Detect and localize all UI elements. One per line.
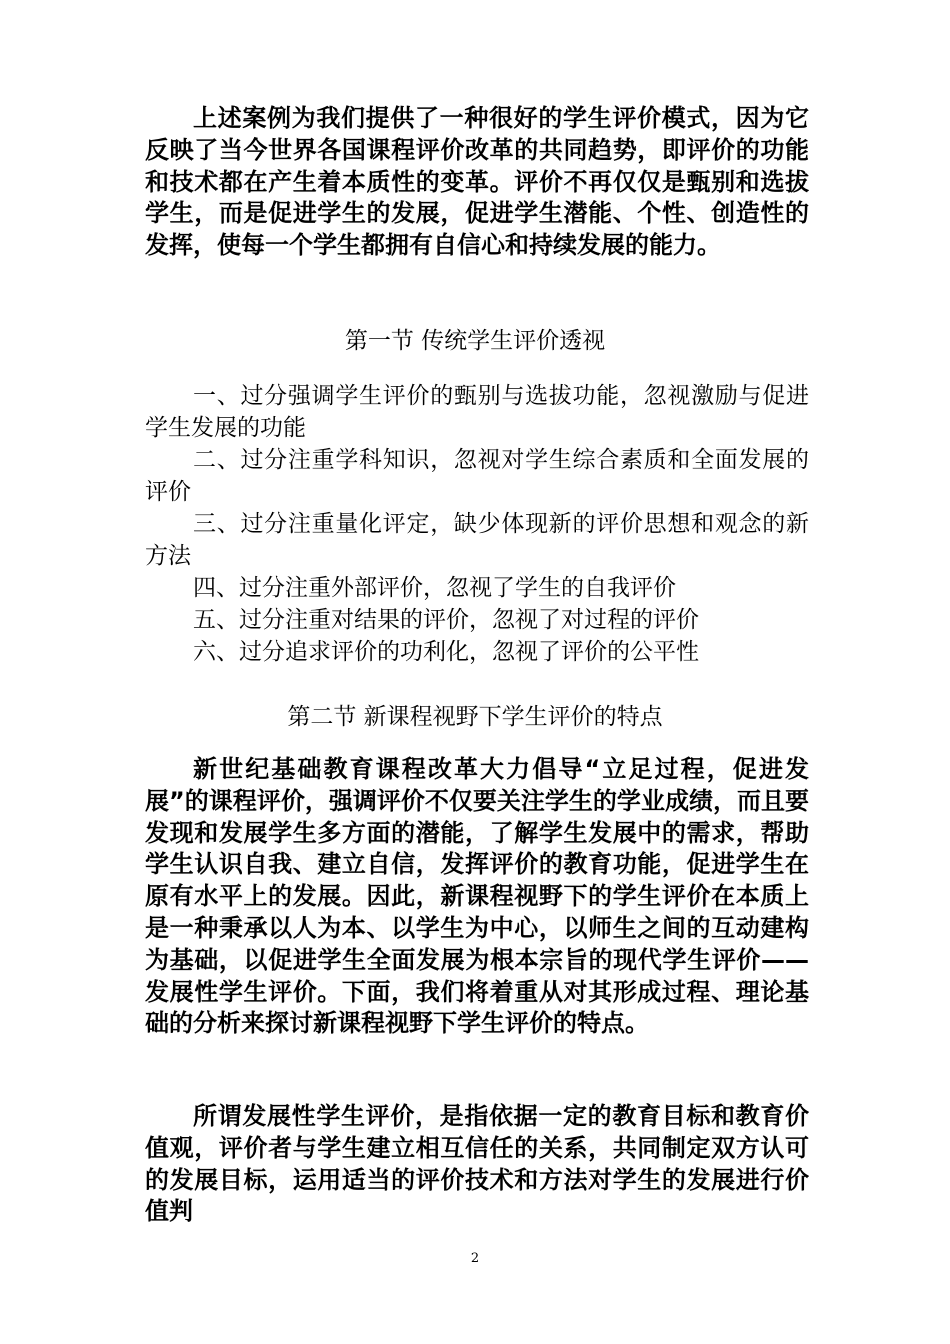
section-1-heading: 第一节 传统学生评价透视 xyxy=(344,328,606,354)
page-number: 2 xyxy=(470,1251,480,1266)
section-2-paragraph-2: 所谓发展性学生评价，是指依据一定的教育目标和教育价值观，评价者与学生建立相互信任的关系，共同制定双方认可的发展目标，运用适当的评价技术和方法对学生的发展进行价值判 xyxy=(145,1102,809,1226)
list-item: 五、过分注重对结果的评价，忽视了对过程的评价 xyxy=(193,607,699,633)
section-2-paragraph-1: 新世纪基础教育课程改革大力倡导“立足过程，促进发展”的课程评价，强调评价不仅要关注学生的学业成绩，而且要发现和发展学生多方面的潜能，了解学生发展中的需求，帮助学生认识自我、建立自信，发挥评价的教育功能，促进学生在原有水平上的发展。因此，新课程视野下的学生评价在本质上是一种秉承以人为本、以学生为中心，以师生之间的互动建构为基础，以促进学生全面发展为根本宗旨的现代学生评价——发展性学生评价。下面，我们将着重从对其形成过程、理论基础的分析来探讨新课程视野下学生评价的特点。 xyxy=(145,755,809,1038)
section-1-list xyxy=(145,380,809,668)
list-item: 三、过分注重量化评定，缺少体现新的评价思想和观念的新方法 xyxy=(145,511,809,569)
list-item: 一、过分强调学生评价的甄别与选拔功能，忽视激励与促进学生发展的功能 xyxy=(145,383,809,441)
list-item: 四、过分注重外部评价，忽视了学生的自我评价 xyxy=(193,575,676,601)
list-item: 六、过分追求评价的功利化，忽视了评价的公平性 xyxy=(193,639,699,665)
intro-paragraph: 上述案例为我们提供了一种很好的学生评价模式，因为它反映了当今世界各国课程评价改革的共同趋势，即评价的功能和技术都在产生着本质性的变革。评价不再仅仅是甄别和选拔学生，而是促进学生的发展，促进学生潜能、个性、创造性的发挥，使每一个学生都拥有自信心和持续发展的能力。 xyxy=(145,104,809,260)
section-2-heading: 第二节 新课程视野下学生评价的特点 xyxy=(287,704,663,730)
list-item: 二、过分注重学科知识，忽视对学生综合素质和全面发展的评价 xyxy=(145,447,809,505)
